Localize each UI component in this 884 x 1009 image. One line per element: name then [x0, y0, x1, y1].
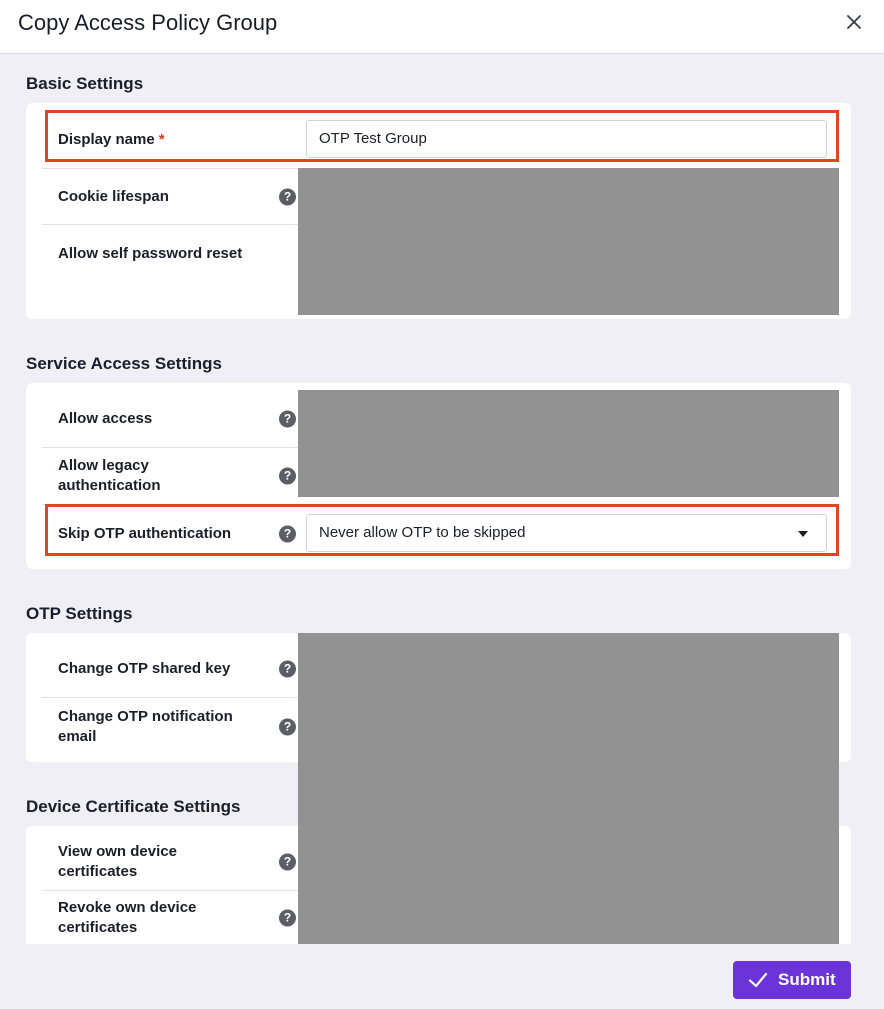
row-display-name	[42, 111, 298, 169]
help-icon[interactable]: ?	[279, 854, 296, 871]
help-icon[interactable]: ?	[279, 719, 296, 736]
row-revoke-certs	[42, 891, 298, 944]
cookie-lifespan-label: Cookie lifespan	[58, 187, 169, 205]
dialog-header	[0, 0, 884, 54]
change-otp-key-label: Change OTP shared key	[58, 660, 231, 677]
chevron-down-icon	[798, 531, 808, 537]
revoke-certs-label: Revoke own device certificates	[58, 898, 197, 936]
help-icon[interactable]: ?	[279, 411, 296, 428]
check-icon	[747, 969, 769, 991]
submit-button[interactable]	[733, 961, 851, 999]
row-change-otp-key	[42, 641, 298, 698]
row-self-password-reset	[42, 225, 298, 283]
legacy-auth-label: Allow legacy authentication	[58, 457, 161, 494]
help-icon[interactable]: ?	[279, 188, 296, 205]
skip-otp-selected-value: Never allow OTP to be skipped	[319, 524, 526, 541]
section-title-device: Device Certificate Settings	[26, 797, 241, 816]
help-icon[interactable]: ?	[279, 909, 296, 926]
row-skip-otp	[42, 505, 298, 563]
help-icon[interactable]: ?	[279, 661, 296, 678]
display-name-input[interactable]: OTP Test Group	[306, 120, 827, 158]
close-icon[interactable]	[842, 10, 866, 34]
change-otp-email-label: Change OTP notification email	[58, 708, 233, 745]
view-certs-label: View own device certificates	[58, 843, 177, 880]
help-icon[interactable]: ?	[279, 468, 296, 485]
row-allow-access	[42, 391, 298, 448]
row-legacy-auth	[42, 448, 298, 505]
help-icon[interactable]: ?	[279, 526, 296, 543]
dialog-title: Copy Access Policy Group	[18, 10, 278, 35]
skip-otp-label: Skip OTP authentication	[58, 525, 232, 542]
self-password-reset-label: Allow self password reset	[58, 245, 243, 262]
redacted-block	[298, 633, 839, 944]
section-title-service: Service Access Settings	[26, 354, 222, 373]
section-title-basic: Basic Settings	[26, 74, 144, 93]
row-cookie-lifespan	[42, 169, 298, 225]
redacted-block	[298, 168, 839, 315]
row-view-certs	[42, 834, 298, 891]
required-mark: *	[158, 130, 165, 148]
section-title-otp: OTP Settings	[26, 604, 133, 623]
display-name-label: Display name *	[58, 130, 165, 148]
skip-otp-select[interactable]	[306, 514, 827, 552]
redacted-block	[298, 390, 839, 497]
submit-label: Submit	[778, 970, 836, 989]
allow-access-label: Allow access	[58, 410, 153, 427]
row-change-otp-email	[42, 698, 298, 756]
